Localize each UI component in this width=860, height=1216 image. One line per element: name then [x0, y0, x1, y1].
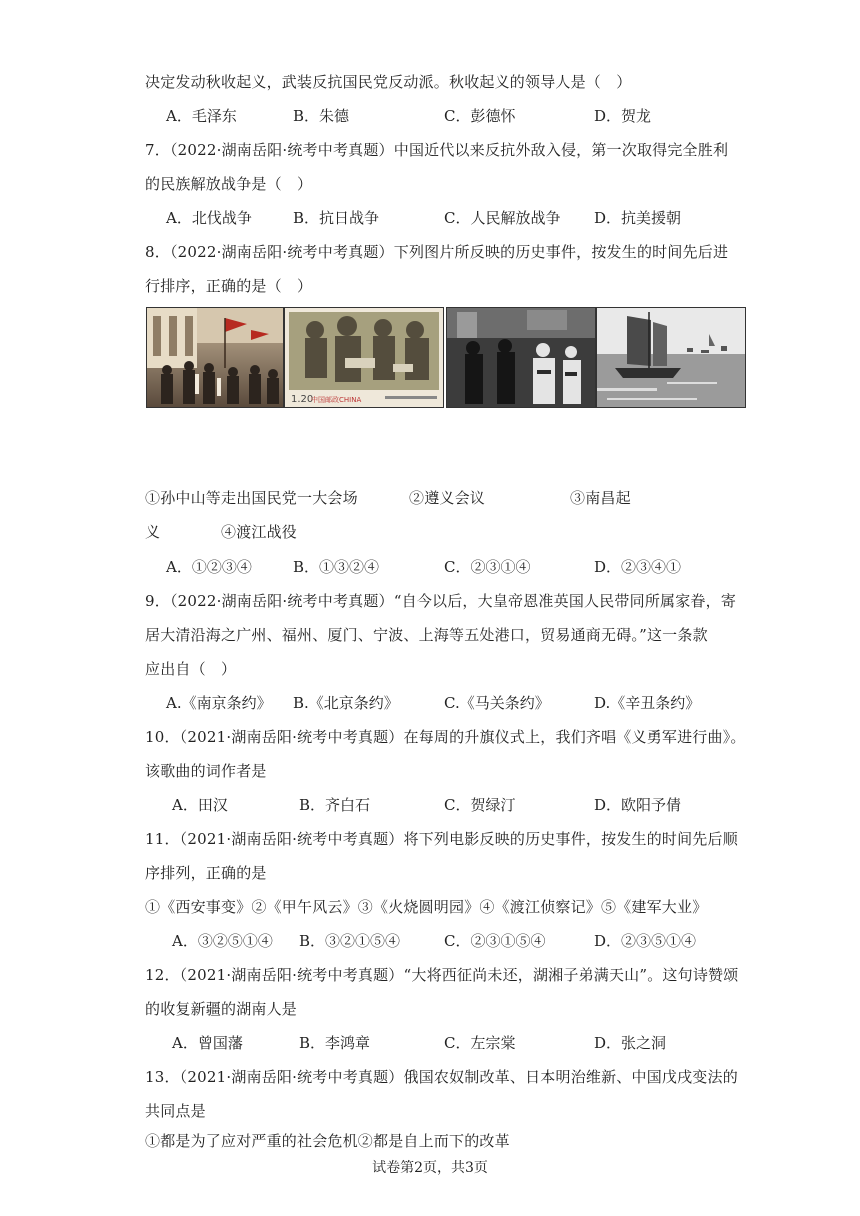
page-footer: 试卷第2页，共3页 [372, 1160, 488, 1176]
q7-option-c[interactable]: C．人民解放战争 [444, 209, 561, 227]
q11-stem-line-1: 11．（2021·湖南岳阳·统考中考真题）将下列电影反映的历史事件，按发生的时间先后顺 [145, 830, 738, 848]
q12-stem-line-1: 12．（2021·湖南岳阳·统考中考真题）“大将西征尚未还，湖湘子弟满天山”。这句诗赞颂 [145, 966, 739, 984]
q12-option-c[interactable]: C．左宗棠 [444, 1034, 516, 1052]
q9-stem-line-3: 应出自（ ） [145, 660, 237, 678]
q7-stem-line-2: 的民族解放战争是（ ） [145, 175, 313, 193]
q6-option-b[interactable]: B．朱德 [293, 107, 350, 125]
q10-stem-line-2: 该歌曲的词作者是 [145, 762, 267, 780]
q6-option-a[interactable]: A．毛泽东 [166, 107, 237, 125]
q8-item-3: ③南昌起 [570, 489, 631, 507]
q8-item-2: ②遵义会议 [409, 489, 486, 507]
q9-option-d[interactable]: D.《辛丑条约》 [594, 694, 701, 712]
q12-option-b[interactable]: B．李鸿章 [299, 1034, 371, 1052]
q8-option-c[interactable]: C．②③①④ [444, 558, 531, 576]
q11-option-b[interactable]: B．③②①⑤④ [299, 932, 401, 950]
stamp-denomination: 1.20 [291, 394, 314, 405]
q10-option-b[interactable]: B．齐白石 [299, 796, 371, 814]
q12-option-a[interactable]: A．曾国藩 [172, 1034, 243, 1052]
q6-stem-tail: 决定发动秋收起义，武装反抗国民党反动派。秋收起义的领导人是（ ） [145, 73, 632, 91]
q7-option-a[interactable]: A．北伐战争 [166, 209, 252, 227]
q7-stem-line-1: 7．（2022·湖南岳阳·统考中考真题）中国近代以来反抗外敌入侵，第一次取得完全胜利 [145, 141, 729, 159]
q9-stem-line-1: 9．（2022·湖南岳阳·统考中考真题）“自今以后，大皇帝恩准英国人民带同所属家眷，寄 [145, 592, 737, 610]
q13-statement: ①都是为了应对严重的社会危机②都是自上而下的改革 [145, 1132, 510, 1150]
q8-item-3-cont: 义 ④渡江战役 [145, 523, 298, 541]
q8-option-b[interactable]: B．①③②④ [293, 558, 380, 576]
q11-option-c[interactable]: C．②③①⑤④ [444, 932, 546, 950]
q10-stem-line-1: 10．（2021·湖南岳阳·统考中考真题）在每周的升旗仪式上，我们齐唱《义勇军进行曲》。 [145, 728, 746, 746]
q10-option-c[interactable]: C．贺绿汀 [444, 796, 516, 814]
q11-stem-line-2: 序排列，正确的是 [145, 864, 267, 882]
q7-option-b[interactable]: B．抗日战争 [293, 209, 380, 227]
q11-stem-line-3: ①《西安事变》②《甲午风云》③《火烧圆明园》④《渡江侦察记》⑤《建军大业》 [145, 898, 708, 916]
q13-stem-line-2: 共同点是 [145, 1102, 206, 1120]
q12-option-d[interactable]: D．张之洞 [594, 1034, 667, 1052]
q7-option-d[interactable]: D．抗美援朝 [594, 209, 682, 227]
q6-option-c[interactable]: C．彭德怀 [444, 107, 516, 125]
q8-stem-line-2: 行排序，正确的是（ ） [145, 277, 313, 295]
q13-stem-line-1: 13．（2021·湖南岳阳·统考中考真题）俄国农奴制改革、日本明治维新、中国戊戌变法的 [145, 1068, 738, 1086]
q6-option-d[interactable]: D．贺龙 [594, 107, 652, 125]
photo-nanchang [446, 307, 596, 408]
stamp-issuer: 中国邮政CHINA [311, 396, 362, 404]
q8-stem-line-1: 8．（2022·湖南岳阳·统考中考真题）下列图片所反映的历史事件，按发生的时间先后进 [145, 243, 729, 261]
q10-option-d[interactable]: D．欧阳予倩 [594, 796, 682, 814]
photo-zunyi-stamp [284, 307, 444, 408]
q8-option-d[interactable]: D．②③④① [594, 558, 682, 576]
q10-option-a[interactable]: A．田汉 [172, 796, 228, 814]
photo-crossing-river [596, 307, 746, 408]
photo-kmt-congress [146, 307, 284, 408]
q8-item-1: ①孙中山等走出国民党一大会场 [145, 489, 358, 507]
q11-option-a[interactable]: A．③②⑤①④ [172, 932, 273, 950]
q9-option-a[interactable]: A.《南京条约》 [166, 694, 272, 712]
q9-option-b[interactable]: B.《北京条约》 [293, 694, 399, 712]
q11-option-d[interactable]: D．②③⑤①④ [594, 932, 697, 950]
q8-option-a[interactable]: A．①②③④ [166, 558, 252, 576]
q12-stem-line-2: 的收复新疆的湖南人是 [145, 1000, 298, 1018]
q9-option-c[interactable]: C.《马关条约》 [444, 694, 550, 712]
q9-stem-line-2: 居大清沿海之广州、福州、厦门、宁波、上海等五处港口，贸易通商无碍。”这一条款 [145, 626, 708, 644]
